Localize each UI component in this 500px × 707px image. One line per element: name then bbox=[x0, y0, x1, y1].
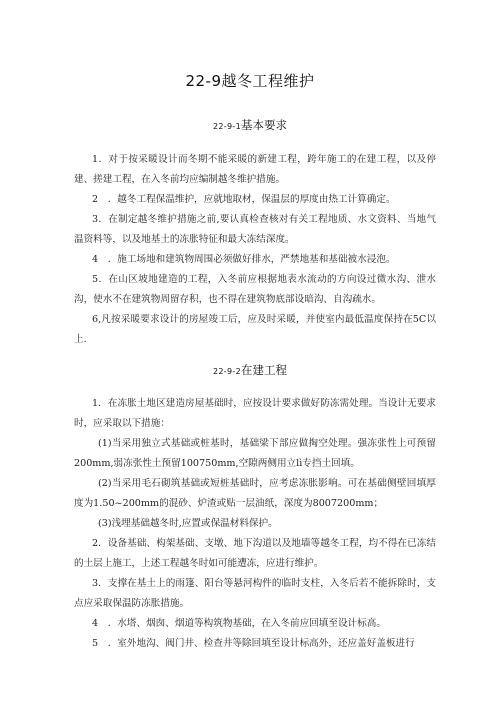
section-title: 基本要求 bbox=[240, 118, 287, 132]
section-number: 22-9-2 bbox=[213, 367, 241, 376]
paragraph-5: 5．在山区坡地建造的工程，入冬前应根据地表水流动的方向设过微水沟、泄水沟，使水不在建筑物周留存积，也不得在建筑物底部设暗沟、自沟疏水。 bbox=[74, 274, 436, 305]
section-title: 在建工程 bbox=[240, 363, 287, 377]
paragraph-1: 1．对于按采暖设计而冬期不能采暖的新建工程，跨年施工的在建工程，以及停建、搓建工程，在入冬前均应编制越冬维护措施。 bbox=[74, 154, 436, 185]
section-heading-in-progress-works bbox=[0, 362, 500, 378]
paragraph-9: (2)当采用毛石砌筑基础或短桩基础时，应考虑冻胀影响。可在基础侧壁回填厚度为1.50~200mm的混砂、炉渣或贴一层油纸，深度为8007200mm； bbox=[74, 478, 436, 509]
paragraph-4: 4 ．施工场地和建筑物周围必须做好排水，严禁地基和基础被水浸泡。 bbox=[92, 254, 396, 265]
paragraph-8: (1)当采用独立式基础或桩基时，基础梁下部应做掏空处理。强冻张性上可预留200mm,弱冻张性土预留100750mm,空隙两侧用立lì专挡土回填。 bbox=[74, 438, 436, 469]
paragraph-3: 3．在制定越冬维护措施之前,要认真检查核对有关工程地质、水文资料、当地气温资料等，以及地基土的冻胀特征和最大冻结深度。 bbox=[74, 214, 436, 245]
paragraph-10: (3)浅埋基础越冬时,应置或保温材料保护。 bbox=[98, 518, 278, 529]
section-heading-basic-requirements bbox=[0, 117, 500, 133]
paragraph-12: 3．支撑在基土上的雨篷、阳台等悬河构件的临时支柱，入冬后若不能拆除时，支点应采取保温防冻胀措施。 bbox=[74, 578, 436, 609]
paragraph-14: 5 ．室外地沟、阀门井、检查井等除回填至设计标高外，还应盖好盖板进行 bbox=[92, 638, 415, 649]
section-number: 22-9-1 bbox=[213, 122, 241, 131]
document-title: 22-9越冬工程维护 bbox=[185, 72, 315, 90]
paragraph-11: 2．设备基础、构架基础、支墩、地下沟道以及地墙等越冬工程，均不得在已冻结的土层上施工，上述工程越冬时如可能遭冻，应进行维护。 bbox=[74, 538, 436, 569]
paragraph-6: 6,凡按采暖要求设计的房屋竣工后，应及时采暖，并使室内最低温度保持在5C以上. bbox=[74, 314, 436, 345]
paragraph-13: 4 ．水塔、烟囱、烟道等构筑物基础，在入冬前应回填至设计标高。 bbox=[92, 618, 386, 629]
paragraph-2: 2 ．越冬工程保温维护，应就地取材，保温层的厚度由热工计算确定。 bbox=[92, 194, 396, 205]
paragraph-7: 1．在冻胀土地区建造房屋基础时，应按设计要求做好防冻需处理。当设计无要求时，应采取以下措施： bbox=[74, 398, 436, 429]
